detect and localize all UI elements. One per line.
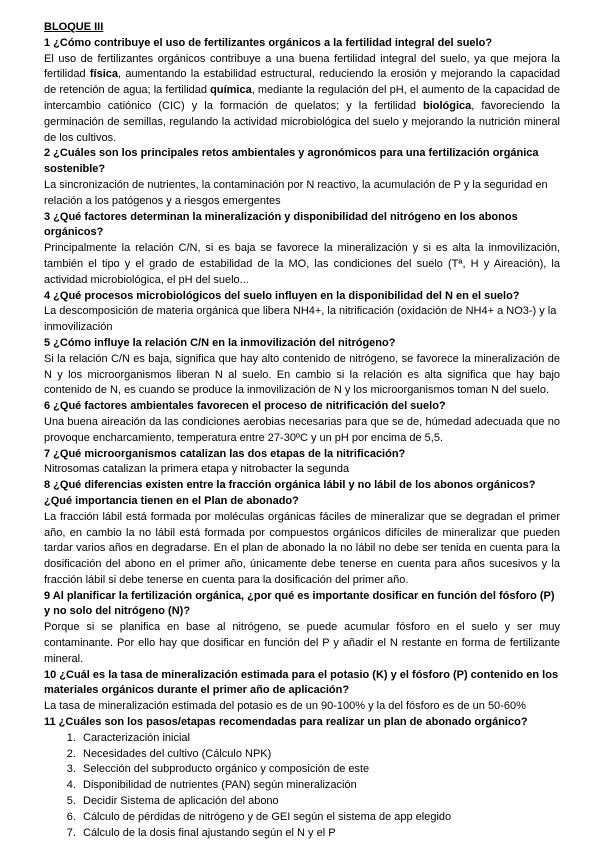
- question-11: 11 ¿Cuáles son los pasos/etapas recomendadas para realizar un plan de abonado orgánico?: [44, 716, 528, 729]
- question-6: 6 ¿Qué factores ambientales favorecen el proceso de nitrificación del suelo?: [44, 400, 446, 413]
- answer-6: Una buena aireación da las condiciones aerobias necesarias para que se de, húmedad adecuada que no provoque encharcamiento, temperatura entre 27-30ºC y un pH por encima de 5,5.: [44, 415, 560, 444]
- answer-3: Principalmente la relación C/N, si es baja se favorece la mineralización y si es alta la inmovilización, también el tipo y el grado de estabilidad de la MO, las condiciones del suelo (Tª, H y Aireación), la actividad microbiológica, el pH del suelo...: [44, 242, 560, 286]
- answer-10: La tasa de mineralización estimada del potasio es de un 90-100% y la del fósforo es de un 50-60%: [44, 700, 526, 713]
- question-1: 1 ¿Cómo contribuye el uso de fertilizantes orgánicos a la fertilidad integral del suelo?: [44, 36, 493, 49]
- list-item: 2. Necesidades del cultivo (Cálculo NPK): [79, 747, 560, 763]
- list-item: 1. Caracterización inicial: [79, 731, 560, 747]
- answer-1-part-4: , favoreciendo la germinación de semillas, regulando la actividad microbiológica del suelo y mejorando la nutrición mineral de los cultivos.: [44, 99, 560, 144]
- document-page: [44, 20, 560, 841]
- section-heading: BLOQUE III: [44, 21, 104, 33]
- question-9: 9 Al planificar la fertilización orgánica, ¿por qué es importante dosificar en función del fósforo (P) y no solo del nitrógeno (N)?: [44, 589, 555, 618]
- answer-1-bold-quimica: química: [210, 84, 252, 97]
- steps-list: [44, 731, 560, 842]
- list-item: 4. Disponibilidad de nutrientes (PAN) según mineralización: [79, 778, 560, 794]
- answer-1-part-2: , aumentando la estabilidad estructural, reduciendo la erosión y mejorando la capacidad de retención de agua; la fertilidad: [44, 68, 561, 97]
- answer-1: [44, 52, 560, 147]
- list-item: 6. Cálculo de pérdidas de nitrógeno y de GEI según el sistema de app elegido: [79, 810, 560, 826]
- question-8: 8 ¿Qué diferencias existen entre la fracción orgánica lábil y no lábil de los abonos orgánicos? ¿Qué importancia tienen en el Plan de abonado?: [44, 479, 536, 507]
- answer-2: La sincronización de nutrientes, la contaminación por N reactivo, la acumulación de P y la seguridad en relación a los patógenos y a riesgos emergentes: [44, 178, 548, 207]
- question-5: 5 ¿Cómo influye la relación C/N en la inmovilización del nitrógeno?: [44, 336, 396, 349]
- list-item: 7. Cálculo de la dosis final ajustando según el N y el P: [79, 826, 560, 842]
- list-item: 5. Decidir Sistema de aplicación del abono: [79, 794, 560, 810]
- answer-9: Porque si se planifica en base al nitrógeno, se puede acumular fósforo en el suelo y ser muy contaminante. Por ello hay que dosificar en función del P y añadir el N restante en forma de fertilizante mineral.: [44, 621, 560, 665]
- answer-1-bold-fisica: física: [89, 68, 118, 81]
- question-2: 2 ¿Cuáles son los principales retos ambientales y agronómicos para una fertilización orgánica sostenible?: [44, 147, 539, 176]
- question-4: 4 ¿Qué procesos microbiológicos del suelo influyen en la disponibilidad del N en el suelo?: [44, 289, 520, 302]
- answer-5: Si la relación C/N es baja, significa que hay alto contenido de nitrógeno, se favorece la mineralización de N y los microorganismos liberan N al suelo. En cambio si la relación es alta significa que hay bajo contenido de N, es cuando se produce la inmovilización de N y los microorganismos toman N del suelo.: [44, 352, 560, 397]
- answer-4: La descomposición de materia orgánica que libera NH4+, la nitrificación (oxidación de NH4+ a NO3-) y la inmovilización: [44, 305, 557, 334]
- list-item: 3. Selección del subproducto orgánico y composición de este: [79, 762, 560, 778]
- answer-1-part-3: , mediante la regulación del pH, el aumento de la capacidad de intercambio catiónico (CIC) y la formación de quelatos; y la fertilidad: [44, 84, 561, 112]
- answer-1-part-1: El uso de fertilizantes orgánicos contribuye a una buena fertilidad integral del suelo, ya que mejora la fertilidad: [44, 52, 560, 81]
- answer-8: La fracción lábil está formada por moléculas orgánicas fáciles de mineralizar que se degradan el primer año, en cambio la no lábil está formada por compuestos orgánicos difíciles de mineralizar que pueden tardar varios años en degradarse. En el plan de abonado la no lábil no debe ser tenida en cuenta para la dosificación del abono en el primer año, únicamente debe tenerse en cuenta para años sucesivos y la fracción lábil si debe tenerse en cuenta para la dosificación del primer año.: [44, 510, 560, 586]
- question-7: 7 ¿Qué microorganismos catalizan las dos etapas de la nitrificación?: [44, 447, 406, 460]
- question-3: 3 ¿Qué factores determinan la mineralización y disponibilidad del nitrógeno en los abonos orgánicos?: [44, 210, 518, 239]
- question-10: 10 ¿Cuál es la tasa de mineralización estimada para el potasio (K) y el fósforo (P) contenido en los materiales orgánicos durante el primer año de aplicación?: [44, 668, 559, 697]
- answer-1-bold-biologica: biológica: [423, 99, 472, 112]
- answer-7: Nitrosomas catalizan la primera etapa y nitrobacter la segunda: [44, 463, 350, 476]
